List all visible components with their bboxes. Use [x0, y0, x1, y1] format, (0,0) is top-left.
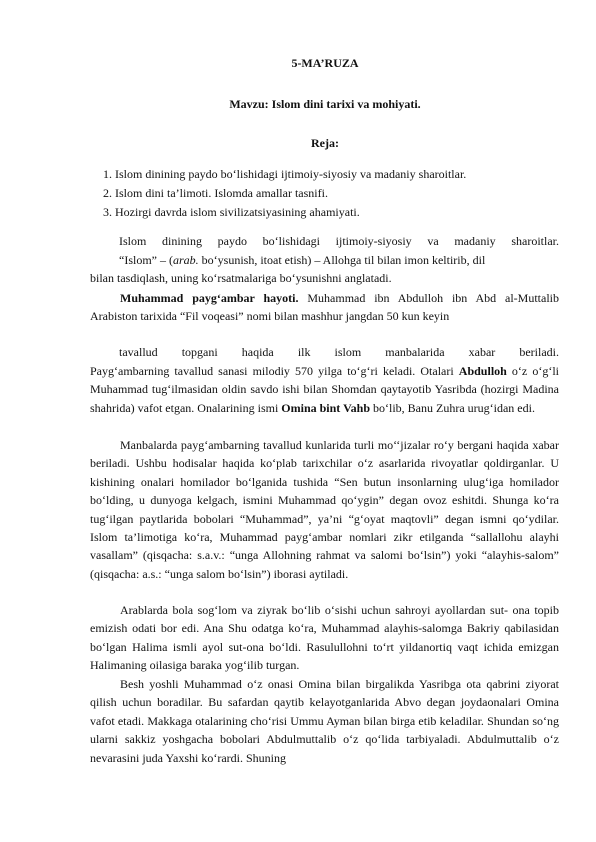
islom-definition-line1: “Islom” – (arab. bo‘ysunish, itoat etish) – Allohga til bilan imon keltirib, dil — [119, 253, 486, 267]
section-heading: Islom dinining paydo bo‘lishidagi ijtimoiy-siyosiy va madaniy sharoitlar. — [119, 234, 559, 248]
prophet-life-heading: Muhammad payg‘ambar hayoti. — [120, 291, 299, 305]
paragraph-childhood: Besh yoshli Muhammad o‘z onasi Omina bilan birgalikda Yasribga ota qabrini ziyorat qilish uchun boradilar. Bu safardan qaytib kelayotganlarida Abvo degan joydaonalari Omina vafot etadi. Makkaga otalarining cho‘risi Ummu Ayman bilan birga etib keladilar. Shundan so‘ng ularni sakkiz yoshgacha bobolari Abdulmuttalib o‘z qo‘lida tarbiyaladi. Abdulmuttalib o‘z nevarasini juda Yaxshi ko‘rardi. Shuning — [90, 677, 559, 765]
topic-heading: Mavzu: Islom dini tarixi va mohiyati. — [229, 97, 421, 111]
plan-item: 1. Islom dinining paydo bo‘lishidagi ijtimoiy-siyosiy va madaniy sharoitlar. — [103, 167, 467, 181]
plan-list — [103, 165, 563, 222]
plan-heading: Reja: — [311, 136, 339, 150]
paragraph-birth: Payg‘ambarning tavallud sanasi milodiy 570 yilga to‘g‘ri keladi. Otalari Abdulloh o‘z o‘g‘li Muhammad tug‘ilmasidan oldin savdo ishi bilan Shomdan qaytayotib Yasribda (hozirgi Madina shahrida) vafot etgan. Onalarining ismi Omina bint Vahb bo‘lib, Banu Zuhra urug‘idan edi. — [90, 364, 560, 415]
paragraph-prophet-life: Muhammad payg‘ambar hayoti. Muhammad ibn Abdulloh ibn Abd al-Muttalib Arabiston tarixida “Fil voqeasi” nomi bilan mashhur jangdan 50 kun keyin — [90, 291, 559, 324]
plan-item: 3. Hozirgi davrda islom sivilizatsiyasining ahamiyati. — [103, 205, 360, 219]
plan-item: 2. Islom dini ta’limoti. Islomda amallar tasnifi. — [103, 186, 328, 200]
paragraph-miracles: Manbalarda payg‘ambarning tavallud kunlarida turli mo‘‘jizalar ro‘y bergani haqida xabar beriladi. Ushbu hodisalar haqida ko‘plab tarixchilar o‘z asarlarida rivoyatlar qoldirganlar. U kishining onalari homilador bo‘lganida tushida “Sen butun insonlarning ulug‘iga homilador bo‘lding, u dunyoga kelgach, ismini Muhammad qo‘ygin” degan ovoz eshitdi. Shunga ko‘ra tug‘ilgan paytlarida bobolari “Muhammad”, ya’ni “g‘oyat maqtovli” degan ismni qo‘ydilar. Islom ta’limotiga ko‘ra, Muhammad payg‘ambar nomlari zikr etilganda “sallallohu alayhi vasallam” (qisqacha: s.a.v.: “unga Allohning rahmat va salomi bo‘lsin”) yoki “alayhis-salom” (qisqacha: a.s.: “unga salom bo‘lsin”) iborasi aytiladi. — [90, 438, 559, 581]
lecture-title: 5-MA’RUZA — [291, 56, 359, 70]
paragraph-birth-line1: tavallud topgani haqida ilk islom manbalarida xabar beriladi. — [119, 345, 559, 359]
islom-definition-line2: bilan tasdiqlash, uning ko‘rsatmalariga bo‘ysunishni anglatadi. — [90, 271, 392, 285]
paragraph-wet-nurse: Arablarda bola sog‘lom va ziyrak bo‘lib o‘sishi uchun sahroyi ayollardan sut- ona topib emizish odati bor edi. Ana Shu odatga ko‘ra, Muhammad alayhis-salomga Bakriy qabilasidan bo‘lgan Halima ismli ayol sut-ona bo‘ldi. Rasulullohni to‘rt yildanortiq vaqt ichida emizgan Halimaning oilasiga baraka yog‘ilib turgan. — [90, 603, 559, 673]
